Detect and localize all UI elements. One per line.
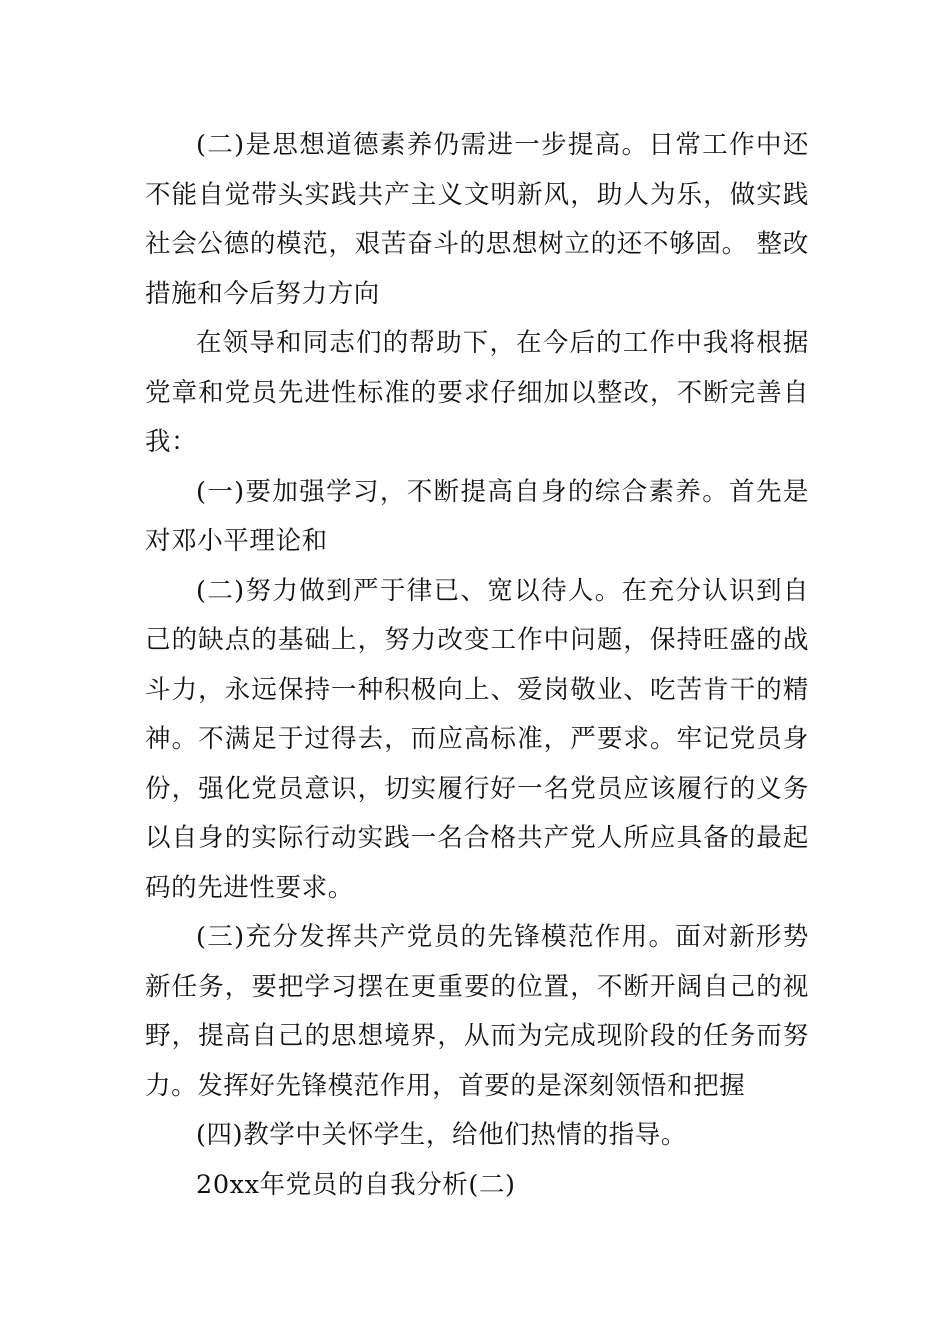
paragraph-care-students: (四)教学中关怀学生，给他们热情的指导。 [196,1120,687,1150]
document-page [145,121,809,1210]
section-heading: 20xx年党员的自我分析(二) [196,1169,516,1200]
paragraph-self-discipline: (二)努力做到严于律已、宽以待人。在充分认识到自己的缺点的基础上，努力改变工作中问题，保持旺盛的战斗力，永远保持一种积极向上、爱岗敬业、吃苦肯干的精神。不满足于过得去，而应高标准，严要求。牢记党员身份，强化党员意识，切实履行好一名党员应该履行的义务以自身的实际行动实践一名合格共产党人所应具备的最起码的先进性要求。 [145,575,809,903]
paragraph-strengthen-study: (一)要加强学习，不断提高自身的综合素养。首先是对邓小平理论和 [145,476,809,556]
paragraph-rectification-intro: 在领导和同志们的帮助下，在今后的工作中我将根据党章和党员先进性标准的要求仔细加以整改，不断完善自我： [145,328,809,457]
paragraph-improve-ethics: (二)是思想道德素养仍需进一步提高。日常工作中还不能自觉带头实践共产主义文明新风，助人为乐，做实践社会公德的模范，艰苦奋斗的思想树立的还不够固。 整改措施和今后努力方向 [145,130,809,309]
paragraph-exemplary-role: (三)充分发挥共产党员的先锋模范作用。面对新形势新任务，要把学习摆在更重要的位置，不断开阔自己的视野，提高自己的思想境界，从而为完成现阶段的任务而努力。发挥好先锋模范作用，首要的是深刻领悟和把握 [145,922,809,1101]
